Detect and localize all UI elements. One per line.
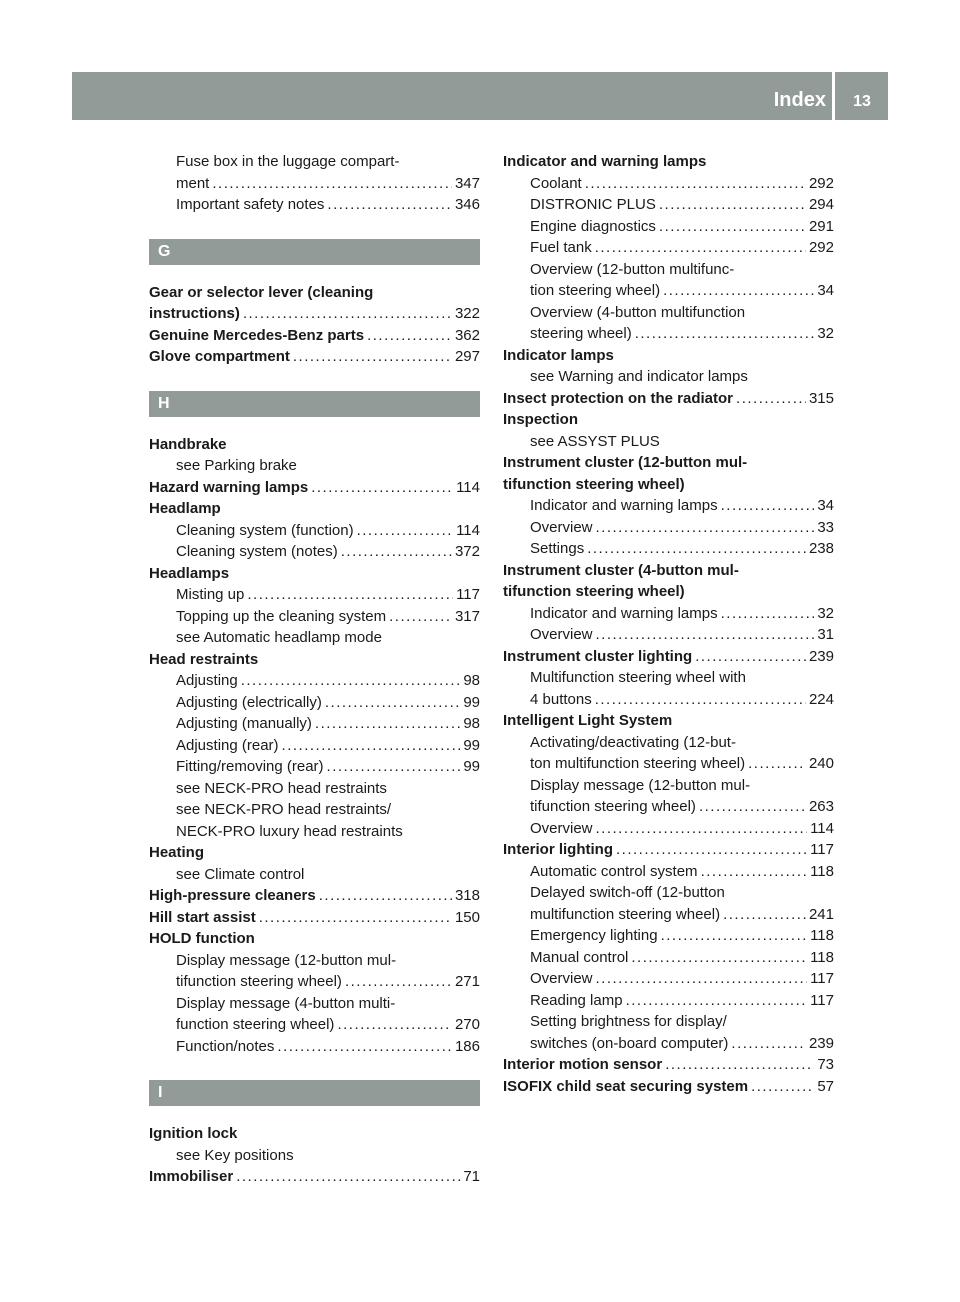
index-subentry	[503, 925, 834, 947]
leader-dots	[337, 1014, 452, 1036]
index-entry	[503, 1054, 834, 1076]
entry-text: steering wheel)	[530, 325, 632, 342]
index-entry	[149, 649, 480, 671]
page-ref[interactable]: 372	[454, 543, 480, 560]
entry-text: see Climate control	[176, 865, 305, 883]
index-subentry	[503, 732, 834, 754]
index-subentry	[503, 517, 834, 539]
leader-dots	[616, 839, 807, 861]
entry-text: Overview	[530, 518, 593, 536]
entry-text: Hill start assist	[149, 908, 256, 926]
index-subentry	[503, 624, 834, 646]
page-ref[interactable]: 263	[808, 798, 834, 815]
page-ref[interactable]: 347	[454, 174, 480, 192]
page-ref[interactable]: 186	[454, 1037, 480, 1055]
leader-dots	[699, 796, 806, 818]
entry-text: see NECK-PRO head restraints/	[176, 801, 392, 818]
page-ref[interactable]: 118	[810, 948, 834, 966]
page-ref[interactable]: 99	[463, 758, 480, 775]
leader-dots	[282, 735, 461, 757]
leader-dots	[748, 753, 806, 775]
leader-dots	[721, 603, 815, 625]
entry-text: Display message (4-button multi-	[176, 994, 396, 1012]
entry-text: Automatic control system	[530, 862, 698, 880]
page-number: 13	[853, 93, 871, 110]
index-entry	[149, 1123, 480, 1145]
leader-dots	[736, 388, 806, 410]
entry-text: tion steering wheel)	[530, 282, 661, 299]
leader-dots	[357, 520, 454, 542]
index-subentry	[149, 778, 480, 800]
page-ref[interactable]: 292	[808, 174, 834, 192]
index-subentry	[503, 667, 834, 689]
index-subentry	[503, 904, 834, 926]
leader-dots	[635, 323, 815, 345]
leader-dots	[325, 692, 460, 714]
entry-text: Indicator and warning lamps	[503, 153, 707, 170]
entry-text: see ASSYST PLUS	[530, 432, 660, 450]
leader-dots	[247, 584, 453, 606]
leader-dots	[751, 1076, 814, 1098]
index-entry	[149, 563, 480, 585]
entry-text: function steering wheel)	[176, 1016, 335, 1033]
entry-text: tifunction steering wheel)	[530, 798, 696, 815]
entry-text: Manual control	[530, 948, 629, 966]
page-ref[interactable]: 224	[808, 690, 834, 708]
letter-header-h: H	[149, 391, 480, 417]
entry-text: Overview	[530, 970, 593, 987]
entry-text: tifunction steering wheel)	[503, 475, 685, 493]
page-ref[interactable]: 32	[817, 325, 834, 342]
leader-dots	[345, 971, 452, 993]
entry-text: Instrument cluster (4-button mul-	[503, 561, 739, 579]
pre-entries	[149, 151, 480, 216]
entry-text: Adjusting (manually)	[176, 715, 312, 732]
entry-text: see Parking brake	[176, 457, 297, 474]
entry-text: Immobiliser	[149, 1168, 234, 1185]
index-entry	[503, 839, 834, 861]
entry-text: 4 buttons	[530, 690, 592, 708]
index-entry	[149, 303, 480, 325]
index-subentry	[149, 584, 480, 606]
entry-text: Settings	[530, 540, 585, 557]
leader-dots	[595, 689, 806, 711]
index-subentry	[149, 993, 480, 1015]
leader-dots	[596, 968, 808, 990]
entry-text: Instrument cluster lighting	[503, 647, 693, 665]
page-ref[interactable]: 114	[810, 819, 834, 837]
page-ref[interactable]: 99	[463, 693, 480, 711]
index-subentry	[149, 799, 480, 821]
leader-dots	[212, 173, 452, 195]
index-subentry	[503, 861, 834, 883]
leader-dots	[585, 173, 806, 195]
entry-text: Overview	[530, 819, 593, 837]
entry-text: Genuine Mercedes-Benz parts	[149, 326, 365, 344]
index-subentry	[149, 950, 480, 972]
index-subentry	[149, 151, 480, 173]
entries-i	[149, 1123, 480, 1188]
index-subentry	[149, 1014, 480, 1036]
entries-right	[503, 151, 834, 1097]
index-subentry	[503, 753, 834, 775]
page-ref[interactable]: 118	[810, 927, 834, 944]
page-ref[interactable]: 270	[454, 1016, 480, 1033]
index-subentry	[503, 990, 834, 1012]
leader-dots	[596, 818, 808, 840]
entry-text: ton multifunction steering wheel)	[530, 755, 746, 772]
index-subentry	[149, 1145, 480, 1167]
index-subentry	[149, 173, 480, 195]
page-ref[interactable]: 241	[808, 905, 834, 923]
entry-text: Head restraints	[149, 650, 259, 668]
page-ref[interactable]: 362	[454, 326, 480, 344]
entry-text: Headlamp	[149, 500, 221, 517]
index-subentry	[503, 882, 834, 904]
index-subentry	[149, 541, 480, 563]
index-subentry	[149, 821, 480, 843]
leader-dots	[327, 194, 452, 216]
leader-dots	[661, 925, 808, 947]
page-ref[interactable]: 117	[810, 970, 834, 987]
leader-dots	[327, 756, 461, 778]
page-ref[interactable]: 322	[454, 305, 480, 322]
entry-text: Interior motion sensor	[503, 1056, 663, 1073]
entry-text: High-pressure cleaners	[149, 887, 316, 904]
index-entry	[503, 151, 834, 173]
index-entry	[149, 928, 480, 950]
entry-text: Display message (12-button mul-	[176, 951, 397, 969]
leader-dots	[241, 670, 461, 692]
leader-dots	[731, 1033, 806, 1055]
header-separator	[832, 72, 835, 120]
entry-text: Activating/deactivating (12-but-	[530, 733, 736, 751]
leader-dots	[596, 517, 815, 539]
leader-dots	[701, 861, 808, 883]
leader-dots	[277, 1036, 452, 1058]
leader-dots	[259, 907, 452, 929]
index-entry	[503, 388, 834, 410]
page-ref[interactable]: 346	[454, 196, 480, 213]
index-subentry	[503, 366, 834, 388]
page-ref[interactable]: 238	[808, 540, 834, 557]
page-ref[interactable]: 239	[808, 1034, 834, 1052]
index-entry	[503, 474, 834, 496]
entry-text: switches (on-board computer)	[530, 1034, 729, 1052]
entry-text: ment	[176, 174, 210, 192]
leader-dots	[663, 280, 814, 302]
index-subentry	[503, 259, 834, 281]
leader-dots	[243, 303, 452, 325]
page-ref[interactable]: 32	[817, 604, 834, 622]
index-entry	[149, 1166, 480, 1188]
entry-text: see Warning and indicator lamps	[530, 368, 748, 385]
leader-dots	[587, 538, 806, 560]
entry-text: Indicator and warning lamps	[530, 604, 718, 622]
index-subentry	[503, 796, 834, 818]
page-ref[interactable]: 150	[454, 908, 480, 926]
entry-text: Fitting/removing (rear)	[176, 758, 324, 775]
entry-text: Interior lighting	[503, 841, 613, 858]
index-subentry	[503, 538, 834, 560]
entry-text: Cleaning system (function)	[176, 521, 354, 539]
entry-text: Handbrake	[149, 435, 227, 453]
index-entry	[503, 581, 834, 603]
index-subentry	[503, 173, 834, 195]
index-subentry	[503, 280, 834, 302]
leader-dots	[631, 947, 807, 969]
entry-text: HOLD function	[149, 930, 255, 947]
entry-text: Inspection	[503, 411, 579, 428]
leader-dots	[595, 237, 806, 259]
leader-dots	[319, 885, 452, 907]
index-subentry	[503, 1033, 834, 1055]
index-entry	[503, 409, 834, 431]
page-ref[interactable]: 291	[808, 217, 834, 235]
page-ref[interactable]: 318	[454, 887, 480, 904]
entry-text: see Key positions	[176, 1146, 294, 1164]
index-entry	[149, 498, 480, 520]
page-ref[interactable]: 118	[810, 862, 834, 880]
index-entry	[149, 346, 480, 368]
entry-text: Indicator lamps	[503, 346, 614, 364]
entry-text: Hazard warning lamps	[149, 478, 309, 496]
entry-text: Overview	[530, 626, 593, 643]
page-ref[interactable]: 294	[808, 196, 834, 213]
index-entry	[503, 452, 834, 474]
entry-text: Engine diagnostics	[530, 217, 656, 235]
page-ref[interactable]: 57	[817, 1077, 834, 1095]
index-subentry	[503, 775, 834, 797]
index-entry	[149, 434, 480, 456]
index-subentry	[503, 302, 834, 324]
entry-text: Indicator and warning lamps	[530, 497, 718, 514]
page-section-title: Index	[773, 89, 826, 111]
page-ref[interactable]: 317	[454, 607, 480, 625]
page-ref[interactable]: 239	[808, 647, 834, 665]
leader-dots	[341, 541, 452, 563]
leader-dots	[367, 325, 452, 347]
leader-dots	[665, 1054, 814, 1076]
entry-text: Emergency lighting	[530, 927, 658, 944]
page-ref[interactable]: 117	[810, 841, 834, 858]
index-subentry	[149, 864, 480, 886]
entry-text: Fuse box in the luggage compart-	[176, 153, 400, 170]
index-subentry	[503, 216, 834, 238]
index-subentry	[503, 495, 834, 517]
entry-text: Display message (12-button mul-	[530, 776, 751, 794]
entry-text: Setting brightness for display/	[530, 1013, 727, 1030]
index-entry	[503, 1076, 834, 1098]
entry-text: Topping up the cleaning system	[176, 607, 387, 625]
index-subentry	[503, 1011, 834, 1033]
entry-text: Glove compartment	[149, 348, 290, 365]
entry-text: see NECK-PRO head restraints	[176, 779, 387, 797]
index-subentry	[149, 520, 480, 542]
entry-text: Overview (4-button multifunction	[530, 303, 746, 321]
leader-dots	[389, 606, 452, 628]
entry-text: NECK-PRO luxury head restraints	[176, 822, 403, 840]
index-entry	[503, 646, 834, 668]
entry-text: see Automatic headlamp mode	[176, 629, 382, 646]
index-subentry	[149, 971, 480, 993]
page-ref[interactable]: 71	[463, 1168, 480, 1185]
entry-text: Adjusting	[176, 672, 238, 689]
leader-dots	[626, 990, 808, 1012]
leader-dots	[721, 495, 815, 517]
entry-text: Cleaning system (notes)	[176, 543, 338, 560]
entry-text: Function/notes	[176, 1037, 275, 1055]
entry-text: Coolant	[530, 174, 582, 192]
index-subentry	[149, 670, 480, 692]
index-entry	[503, 560, 834, 582]
page-ref[interactable]: 117	[456, 586, 480, 603]
page-ref[interactable]: 114	[456, 521, 480, 539]
index-entry	[149, 477, 480, 499]
entry-text: Reading lamp	[530, 991, 623, 1009]
entry-text: Important safety notes	[176, 196, 325, 213]
entry-text: Adjusting (electrically)	[176, 693, 322, 711]
index-subentry	[503, 431, 834, 453]
page-ref[interactable]: 297	[454, 348, 480, 365]
leader-dots	[236, 1166, 460, 1188]
letter-header-g: G	[149, 239, 480, 265]
leader-dots	[659, 194, 806, 216]
index-subentry	[149, 194, 480, 216]
leader-dots	[596, 624, 815, 646]
entry-text: Delayed switch-off (12-button	[530, 884, 725, 901]
entry-text: Multifunction steering wheel with	[530, 669, 746, 686]
entry-text: tifunction steering wheel)	[503, 583, 685, 600]
index-column-right	[503, 151, 834, 1097]
entry-text: tifunction steering wheel)	[176, 973, 342, 990]
index-entry	[149, 325, 480, 347]
entries-g	[149, 282, 480, 368]
index-subentry	[149, 1036, 480, 1058]
page-ref[interactable]: 34	[817, 497, 834, 514]
index-entry	[149, 282, 480, 304]
index-subentry	[149, 756, 480, 778]
index-subentry	[503, 603, 834, 625]
index-subentry	[149, 627, 480, 649]
entry-text: Instrument cluster (12-button mul-	[503, 454, 748, 471]
index-subentry	[149, 455, 480, 477]
letter-header-i: I	[149, 1080, 480, 1106]
index-subentry	[503, 323, 834, 345]
page-ref[interactable]: 292	[808, 239, 834, 256]
entry-text: Adjusting (rear)	[176, 736, 279, 754]
index-subentry	[149, 735, 480, 757]
entry-text: Fuel tank	[530, 239, 592, 256]
index-subentry	[149, 606, 480, 628]
entry-text: Intelligent Light System	[503, 712, 673, 729]
index-entry	[149, 842, 480, 864]
entry-text: Gear or selector lever (cleaning	[149, 283, 374, 301]
entry-text: Misting up	[176, 586, 245, 603]
page-ref[interactable]: 315	[808, 389, 834, 407]
index-entry	[503, 710, 834, 732]
leader-dots	[695, 646, 806, 668]
page-ref[interactable]: 33	[817, 518, 834, 536]
entry-text: multifunction steering wheel)	[530, 905, 721, 923]
index-subentry	[503, 818, 834, 840]
index-subentry	[503, 947, 834, 969]
index-subentry	[503, 237, 834, 259]
index-entry	[149, 907, 480, 929]
entry-text: Headlamps	[149, 564, 230, 582]
leader-dots	[659, 216, 806, 238]
entry-text: Ignition lock	[149, 1125, 238, 1142]
page-ref[interactable]: 114	[456, 478, 480, 496]
entry-text: Insect protection on the radiator	[503, 389, 734, 407]
page-ref[interactable]: 117	[810, 991, 834, 1009]
index-subentry	[149, 713, 480, 735]
page-ref[interactable]: 98	[463, 715, 480, 732]
leader-dots	[311, 477, 453, 499]
page-ref[interactable]: 99	[463, 736, 480, 754]
page-ref[interactable]: 98	[463, 672, 480, 689]
entry-text: DISTRONIC PLUS	[530, 196, 656, 213]
index-subentry	[503, 689, 834, 711]
entry-text: Heating	[149, 844, 205, 861]
entry-text: instructions)	[149, 305, 240, 322]
entries-h	[149, 434, 480, 1058]
entry-text: ISOFIX child seat securing system	[503, 1077, 749, 1095]
leader-dots	[723, 904, 806, 926]
entry-text: Overview (12-button multifunc-	[530, 260, 735, 278]
page-ref[interactable]: 31	[817, 626, 834, 643]
leader-dots	[315, 713, 460, 735]
page-ref[interactable]: 34	[817, 282, 834, 299]
index-entry	[149, 885, 480, 907]
page-ref[interactable]: 73	[817, 1056, 834, 1073]
page-ref[interactable]: 271	[454, 973, 480, 990]
index-subentry	[503, 194, 834, 216]
index-subentry	[149, 692, 480, 714]
index-entry	[503, 345, 834, 367]
index-subentry	[503, 968, 834, 990]
index-column-left	[149, 151, 480, 1188]
leader-dots	[293, 346, 452, 368]
page-ref[interactable]: 240	[808, 755, 834, 772]
